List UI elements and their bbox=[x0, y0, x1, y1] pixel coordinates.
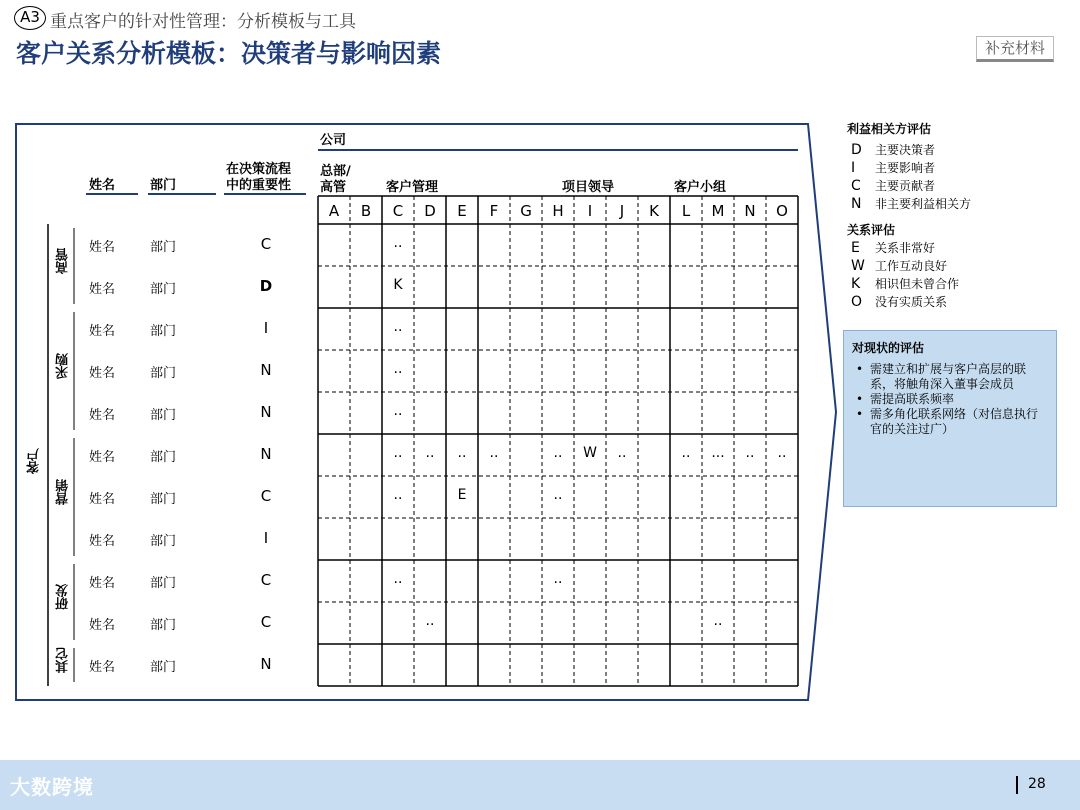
column-letter-d: D bbox=[424, 202, 436, 220]
row-dept: 部门 bbox=[150, 450, 177, 465]
matrix-cell: .. bbox=[393, 361, 403, 377]
matrix-cell: .. bbox=[425, 445, 435, 461]
row-name: 姓名 bbox=[89, 534, 116, 549]
legend-value: 非主要利益相关方 bbox=[875, 197, 972, 211]
row-dept: 部门 bbox=[150, 576, 177, 591]
column-letter-g: G bbox=[520, 202, 532, 220]
matrix-cell: .. bbox=[617, 445, 627, 461]
row-dept: 部门 bbox=[150, 534, 177, 549]
row-importance: C bbox=[260, 235, 272, 253]
row-group-label: 采购 bbox=[56, 353, 71, 379]
column-letter-n: N bbox=[744, 202, 756, 220]
company-label: 公司 bbox=[320, 133, 347, 148]
matrix-cell: .. bbox=[393, 319, 403, 335]
row-importance: D bbox=[259, 277, 273, 295]
column-letter-h: H bbox=[552, 202, 564, 220]
row-name: 姓名 bbox=[89, 366, 116, 381]
assessment-item: • 需提高联系频率 bbox=[852, 392, 1048, 407]
matrix-cell: .. bbox=[777, 445, 787, 461]
row-dept: 部门 bbox=[150, 618, 177, 633]
page-divider bbox=[1016, 776, 1018, 794]
column-letter-c: C bbox=[392, 202, 404, 220]
column-letter-l: L bbox=[681, 202, 691, 220]
row-name: 姓名 bbox=[89, 282, 116, 297]
group-customer-mgmt: 客户管理 bbox=[386, 180, 439, 195]
legend-value: 主要贡献者 bbox=[875, 179, 936, 193]
page-number: 28 bbox=[1028, 776, 1046, 792]
matrix-cell: .. bbox=[713, 613, 723, 629]
section-badge: A3 bbox=[14, 6, 46, 30]
footer-bar bbox=[0, 760, 1080, 810]
legend-item bbox=[851, 159, 935, 176]
row-group-label: 高管 bbox=[56, 248, 71, 274]
legend-key: W bbox=[851, 258, 865, 274]
legend-item bbox=[851, 275, 959, 292]
row-dept: 部门 bbox=[150, 324, 177, 339]
matrix-cell: ... bbox=[711, 445, 725, 461]
column-letter-j: J bbox=[619, 202, 625, 220]
row-dept: 部门 bbox=[150, 240, 177, 255]
row-name: 姓名 bbox=[89, 240, 116, 255]
legend-key: C bbox=[851, 178, 861, 194]
matrix-cell: .. bbox=[553, 571, 563, 587]
col-dept-header: 部门 bbox=[150, 178, 177, 193]
matrix-cell: .. bbox=[393, 235, 403, 251]
row-importance: C bbox=[260, 613, 272, 631]
row-importance: N bbox=[260, 445, 272, 463]
matrix-cell: .. bbox=[745, 445, 755, 461]
legend-value: 没有实质关系 bbox=[875, 295, 948, 309]
column-letter-m: M bbox=[711, 202, 725, 220]
stakeholder-legend-title: 利益相关方评估 bbox=[847, 122, 932, 136]
page-subtitle: 重点客户的针对性管理：分析模板与工具 bbox=[50, 12, 356, 32]
company-underline bbox=[318, 149, 798, 151]
legend-item bbox=[851, 177, 935, 194]
column-letter-i: I bbox=[587, 202, 593, 220]
column-letter-e: E bbox=[457, 202, 467, 220]
row-name: 姓名 bbox=[89, 324, 116, 339]
legend-key: D bbox=[851, 142, 862, 158]
matrix-cell: .. bbox=[393, 403, 403, 419]
legend-item bbox=[851, 239, 935, 256]
matrix-cell: K bbox=[393, 277, 403, 293]
group-customer-team: 客户小组 bbox=[674, 180, 727, 195]
matrix-cell: .. bbox=[457, 445, 467, 461]
row-dept: 部门 bbox=[150, 366, 177, 381]
group-project-lead: 项目领导 bbox=[562, 180, 615, 195]
legend-value: 工作互动良好 bbox=[875, 259, 948, 273]
legend-value: 关系非常好 bbox=[875, 241, 936, 255]
matrix-cell: .. bbox=[553, 445, 563, 461]
legend-item bbox=[851, 257, 947, 274]
row-importance: N bbox=[260, 655, 272, 673]
row-group-label: 营销 bbox=[56, 479, 71, 505]
group-hq-2: 高管 bbox=[320, 180, 347, 195]
legend-key: N bbox=[851, 196, 862, 212]
col-importance-header-1: 在决策流程 bbox=[226, 162, 292, 177]
matrix-cell: W bbox=[583, 445, 597, 461]
row-importance: I bbox=[263, 319, 269, 337]
matrix-cell: .. bbox=[425, 613, 435, 629]
column-letter-a: A bbox=[328, 202, 340, 220]
legend-key: K bbox=[851, 276, 861, 292]
column-letter-o: O bbox=[776, 202, 788, 220]
row-group-label: 其它 bbox=[56, 647, 71, 673]
legend-key: E bbox=[851, 240, 860, 256]
row-importance: N bbox=[260, 361, 272, 379]
column-letter-k: K bbox=[649, 202, 659, 220]
legend-key: I bbox=[851, 160, 856, 176]
column-letter-b: B bbox=[360, 202, 372, 220]
row-importance: I bbox=[263, 529, 269, 547]
legend-item bbox=[851, 293, 947, 310]
row-importance: C bbox=[260, 571, 272, 589]
row-dept: 部门 bbox=[150, 492, 177, 507]
row-name: 姓名 bbox=[89, 576, 116, 591]
matrix-cell: .. bbox=[489, 445, 499, 461]
legend-value: 主要决策者 bbox=[875, 143, 936, 157]
page-title: 客户关系分析模板：决策者与影响因素 bbox=[16, 39, 442, 68]
row-group-label: 研发 bbox=[56, 584, 71, 610]
column-letter-f: F bbox=[489, 202, 499, 220]
legend-value: 主要影响者 bbox=[875, 161, 936, 175]
customer-label: 客户 bbox=[27, 448, 42, 474]
row-name: 姓名 bbox=[89, 492, 116, 507]
matrix-cell: .. bbox=[553, 487, 563, 503]
row-importance: N bbox=[260, 403, 272, 421]
legend-item bbox=[851, 141, 935, 158]
assessment-item: • 需多角化联系网络（对信息执行官的关注过广） bbox=[852, 407, 1048, 437]
assessment-item: • 需建立和扩展与客户高层的联系，将触角深入董事会成员 bbox=[852, 362, 1048, 392]
row-dept: 部门 bbox=[150, 660, 177, 675]
brand-logo: 大数跨境 bbox=[10, 775, 94, 799]
legend-item bbox=[851, 195, 971, 212]
row-name: 姓名 bbox=[89, 618, 116, 633]
col-name-header: 姓名 bbox=[89, 178, 116, 193]
stakeholder-legend bbox=[847, 120, 931, 137]
row-dept: 部门 bbox=[150, 408, 177, 423]
relation-legend bbox=[847, 221, 895, 238]
assessment-title: 对现状的评估 bbox=[852, 341, 925, 355]
relation-legend-title: 关系评估 bbox=[847, 223, 896, 237]
row-name: 姓名 bbox=[89, 408, 116, 423]
matrix-cell: E bbox=[457, 487, 467, 503]
matrix-cell: .. bbox=[393, 487, 403, 503]
assessment-box bbox=[843, 330, 1057, 507]
group-hq-1: 总部/ bbox=[320, 164, 351, 179]
row-importance: C bbox=[260, 487, 272, 505]
legend-value: 相识但未曾合作 bbox=[875, 277, 960, 291]
col-importance-header-2: 中的重要性 bbox=[226, 178, 292, 193]
row-name: 姓名 bbox=[89, 450, 116, 465]
row-dept: 部门 bbox=[150, 282, 177, 297]
matrix-cell: .. bbox=[393, 445, 403, 461]
matrix-cell: .. bbox=[393, 571, 403, 587]
row-name: 姓名 bbox=[89, 660, 116, 675]
supplement-tag: 补充材料 bbox=[976, 36, 1054, 62]
matrix-cell: .. bbox=[681, 445, 691, 461]
legend-key: O bbox=[851, 294, 863, 310]
